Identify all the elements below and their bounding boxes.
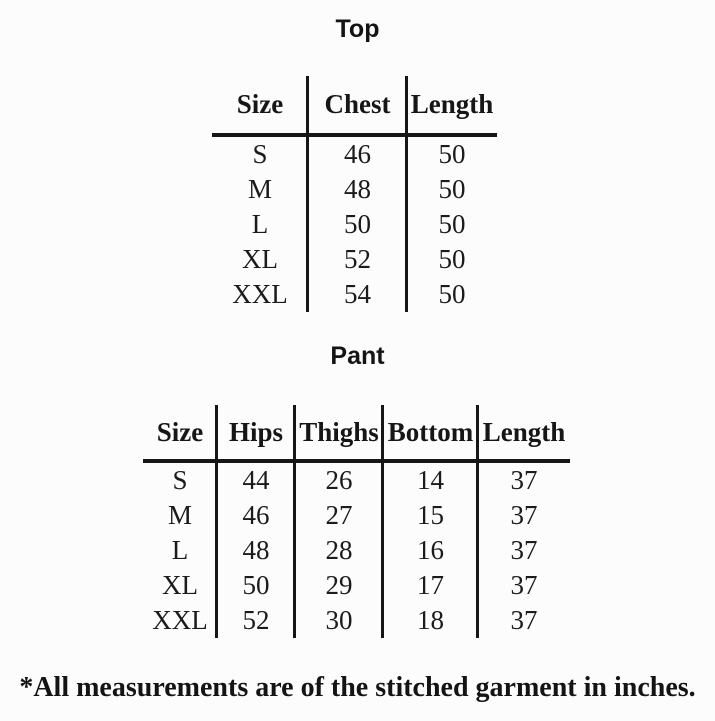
cell-chest: 48 xyxy=(344,174,371,204)
cell-bottom: 14 xyxy=(417,465,444,495)
cell-length: 50 xyxy=(438,139,466,169)
measurement-footnote: *All measurements are of the stitched garment in inches. xyxy=(19,672,696,703)
top-header-length: Length xyxy=(410,89,494,119)
cell-length: 37 xyxy=(510,605,538,635)
cell-thighs: 27 xyxy=(325,500,353,530)
cell-size: L xyxy=(171,535,189,565)
cell-bottom: 18 xyxy=(417,605,444,635)
cell-size: XXL xyxy=(152,605,208,635)
cell-size: L xyxy=(251,209,269,239)
table-row xyxy=(212,172,497,207)
pant-header-thighs: Thighs xyxy=(299,416,379,447)
cell-size: XL xyxy=(162,570,198,600)
cell-size: XXL xyxy=(232,279,288,309)
cell-size: M xyxy=(247,174,272,204)
top-table-header-row xyxy=(212,76,497,133)
table-row xyxy=(212,242,497,277)
cell-size: S xyxy=(252,139,268,169)
pant-table-header-row xyxy=(143,405,570,459)
cell-length: 50 xyxy=(438,244,466,274)
pant-header-size: Size xyxy=(156,416,204,447)
cell-bottom: 17 xyxy=(417,570,444,600)
pant-header-bottom: Bottom xyxy=(387,416,474,447)
table-row xyxy=(212,207,497,242)
cell-size: XL xyxy=(242,244,278,274)
cell-length: 37 xyxy=(510,465,538,495)
cell-length: 50 xyxy=(438,279,466,309)
cell-chest: 46 xyxy=(344,139,371,169)
cell-length: 37 xyxy=(510,500,538,530)
pant-table-body xyxy=(143,463,570,638)
table-row xyxy=(143,533,570,568)
cell-hips: 48 xyxy=(242,535,270,565)
pant-header-length: Length xyxy=(482,416,566,447)
cell-thighs: 26 xyxy=(325,465,353,495)
top-section-title: Top xyxy=(335,15,380,43)
pant-header-hips: Hips xyxy=(228,416,284,447)
cell-chest: 50 xyxy=(344,209,371,239)
top-header-chest: Chest xyxy=(324,89,391,119)
pant-section-title: Pant xyxy=(330,342,385,370)
cell-bottom: 15 xyxy=(417,500,444,530)
cell-hips: 46 xyxy=(242,500,270,530)
table-row xyxy=(212,137,497,172)
cell-length: 37 xyxy=(510,535,538,565)
cell-hips: 50 xyxy=(242,570,270,600)
cell-size: M xyxy=(167,500,192,530)
cell-hips: 52 xyxy=(242,605,270,635)
cell-thighs: 29 xyxy=(325,570,353,600)
cell-length: 50 xyxy=(438,209,466,239)
cell-chest: 54 xyxy=(344,279,371,309)
cell-thighs: 30 xyxy=(325,605,353,635)
top-size-table xyxy=(212,76,497,312)
pant-size-table xyxy=(143,405,570,638)
top-table-body xyxy=(212,137,497,312)
table-row xyxy=(143,463,570,498)
cell-length: 50 xyxy=(438,174,466,204)
cell-hips: 44 xyxy=(242,465,270,495)
cell-length: 37 xyxy=(510,570,538,600)
table-row xyxy=(212,277,497,312)
top-header-size: Size xyxy=(236,89,284,119)
table-row xyxy=(143,498,570,533)
cell-thighs: 28 xyxy=(325,535,353,565)
cell-chest: 52 xyxy=(344,244,371,274)
cell-bottom: 16 xyxy=(417,535,444,565)
table-row xyxy=(143,568,570,603)
cell-size: S xyxy=(172,465,188,495)
table-row xyxy=(143,603,570,638)
